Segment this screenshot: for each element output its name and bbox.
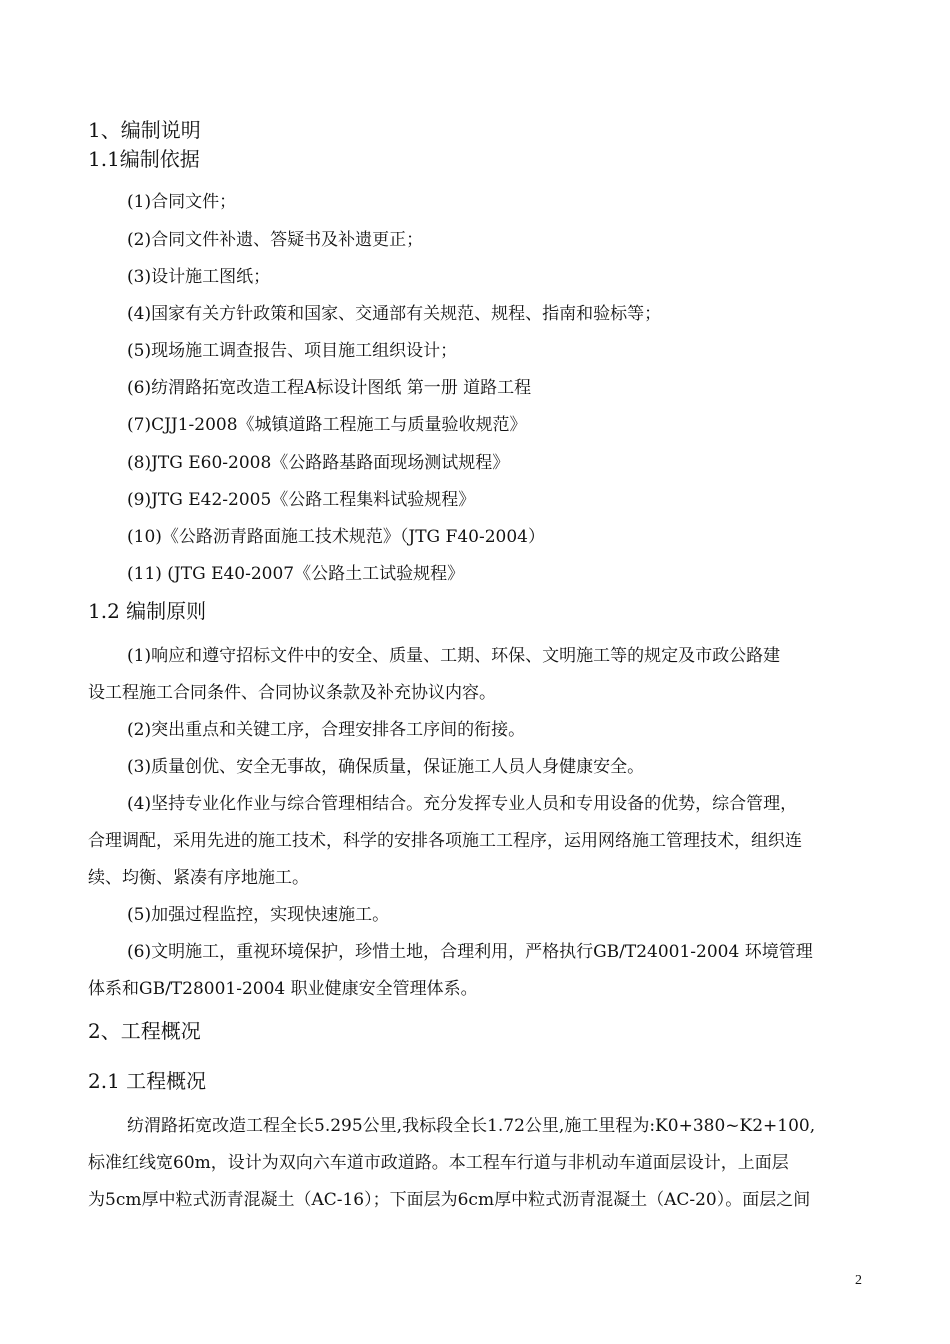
basis-item-2: (2)合同文件补遗、答疑书及补遗更正； bbox=[127, 230, 424, 250]
basis-item-7: (7)CJJ1-2008《城镇道路工程施工与质量验收规范》 bbox=[127, 415, 527, 435]
basis-item-1: (1)合同文件； bbox=[127, 192, 237, 212]
section-heading-1-2: 1.2 编制原则 bbox=[88, 599, 207, 623]
section-heading-2-1: 2.1 工程概况 bbox=[88, 1069, 207, 1093]
principle-4-line-2: 合理调配，采用先进的施工技术，科学的安排各项施工工程序，运用网络施工管理技术，组织连 bbox=[88, 831, 802, 851]
principle-6-line-2: 体系和GB/T28001-2004 职业健康安全管理体系。 bbox=[88, 979, 478, 999]
basis-item-8: (8)JTG E60-2008《公路路基路面现场测试规程》 bbox=[127, 453, 510, 473]
basis-item-11: (11) (JTG E40-2007《公路土工试验规程》 bbox=[127, 564, 465, 584]
basis-item-5: (5)现场施工调查报告、项目施工组织设计； bbox=[127, 341, 458, 361]
principle-4-line-3: 续、均衡、紧凑有序地施工。 bbox=[88, 868, 309, 888]
section-heading-2: 2、工程概况 bbox=[88, 1019, 201, 1043]
overview-line-2: 标准红线宽60m，设计为双向六车道市政道路。本工程车行道与非机动车道面层设计，上面层 bbox=[88, 1153, 789, 1173]
basis-item-4: (4)国家有关方针政策和国家、交通部有关规范、规程、指南和验标等； bbox=[127, 304, 662, 324]
principle-1-line-1: (1)响应和遵守招标文件中的安全、质量、工期、环保、文明施工等的规定及市政公路建 bbox=[127, 646, 781, 666]
page-number: 2 bbox=[855, 1273, 862, 1288]
overview-line-3: 为5cm厚中粒式沥青混凝土（AC-16）；下面层为6cm厚中粒式沥青混凝土（AC-20）。面层之间 bbox=[88, 1190, 811, 1210]
section-heading-1: 1、编制说明 bbox=[88, 118, 201, 142]
basis-item-3: (3)设计施工图纸； bbox=[127, 267, 271, 287]
basis-item-10: (10)《公路沥青路面施工技术规范》（JTG F40-2004） bbox=[127, 527, 545, 547]
principle-4-line-1: (4)坚持专业化作业与综合管理相结合。充分发挥专业人员和专用设备的优势，综合管理， bbox=[127, 794, 798, 814]
principle-6-line-1: (6)文明施工，重视环境保护，珍惜土地，合理利用，严格执行GB/T24001-2004 环境管理 bbox=[127, 942, 813, 962]
principle-3: (3)质量创优、安全无事故，确保质量，保证施工人员人身健康安全。 bbox=[127, 757, 645, 777]
principle-1-line-2: 设工程施工合同条件、合同协议条款及补充协议内容。 bbox=[88, 683, 496, 703]
principle-2: (2)突出重点和关键工序，合理安排各工序间的衔接。 bbox=[127, 720, 526, 740]
overview-line-1: 纺渭路拓宽改造工程全长5.295公里,我标段全长1.72公里,施工里程为:K0+380~K2+100, bbox=[127, 1116, 816, 1136]
principle-5: (5)加强过程监控，实现快速施工。 bbox=[127, 905, 390, 925]
basis-item-6: (6)纺渭路拓宽改造工程A标设计图纸 第一册 道路工程 bbox=[127, 378, 532, 398]
basis-item-9: (9)JTG E42-2005《公路工程集料试验规程》 bbox=[127, 490, 476, 510]
section-heading-1-1: 1.1编制依据 bbox=[88, 147, 200, 171]
